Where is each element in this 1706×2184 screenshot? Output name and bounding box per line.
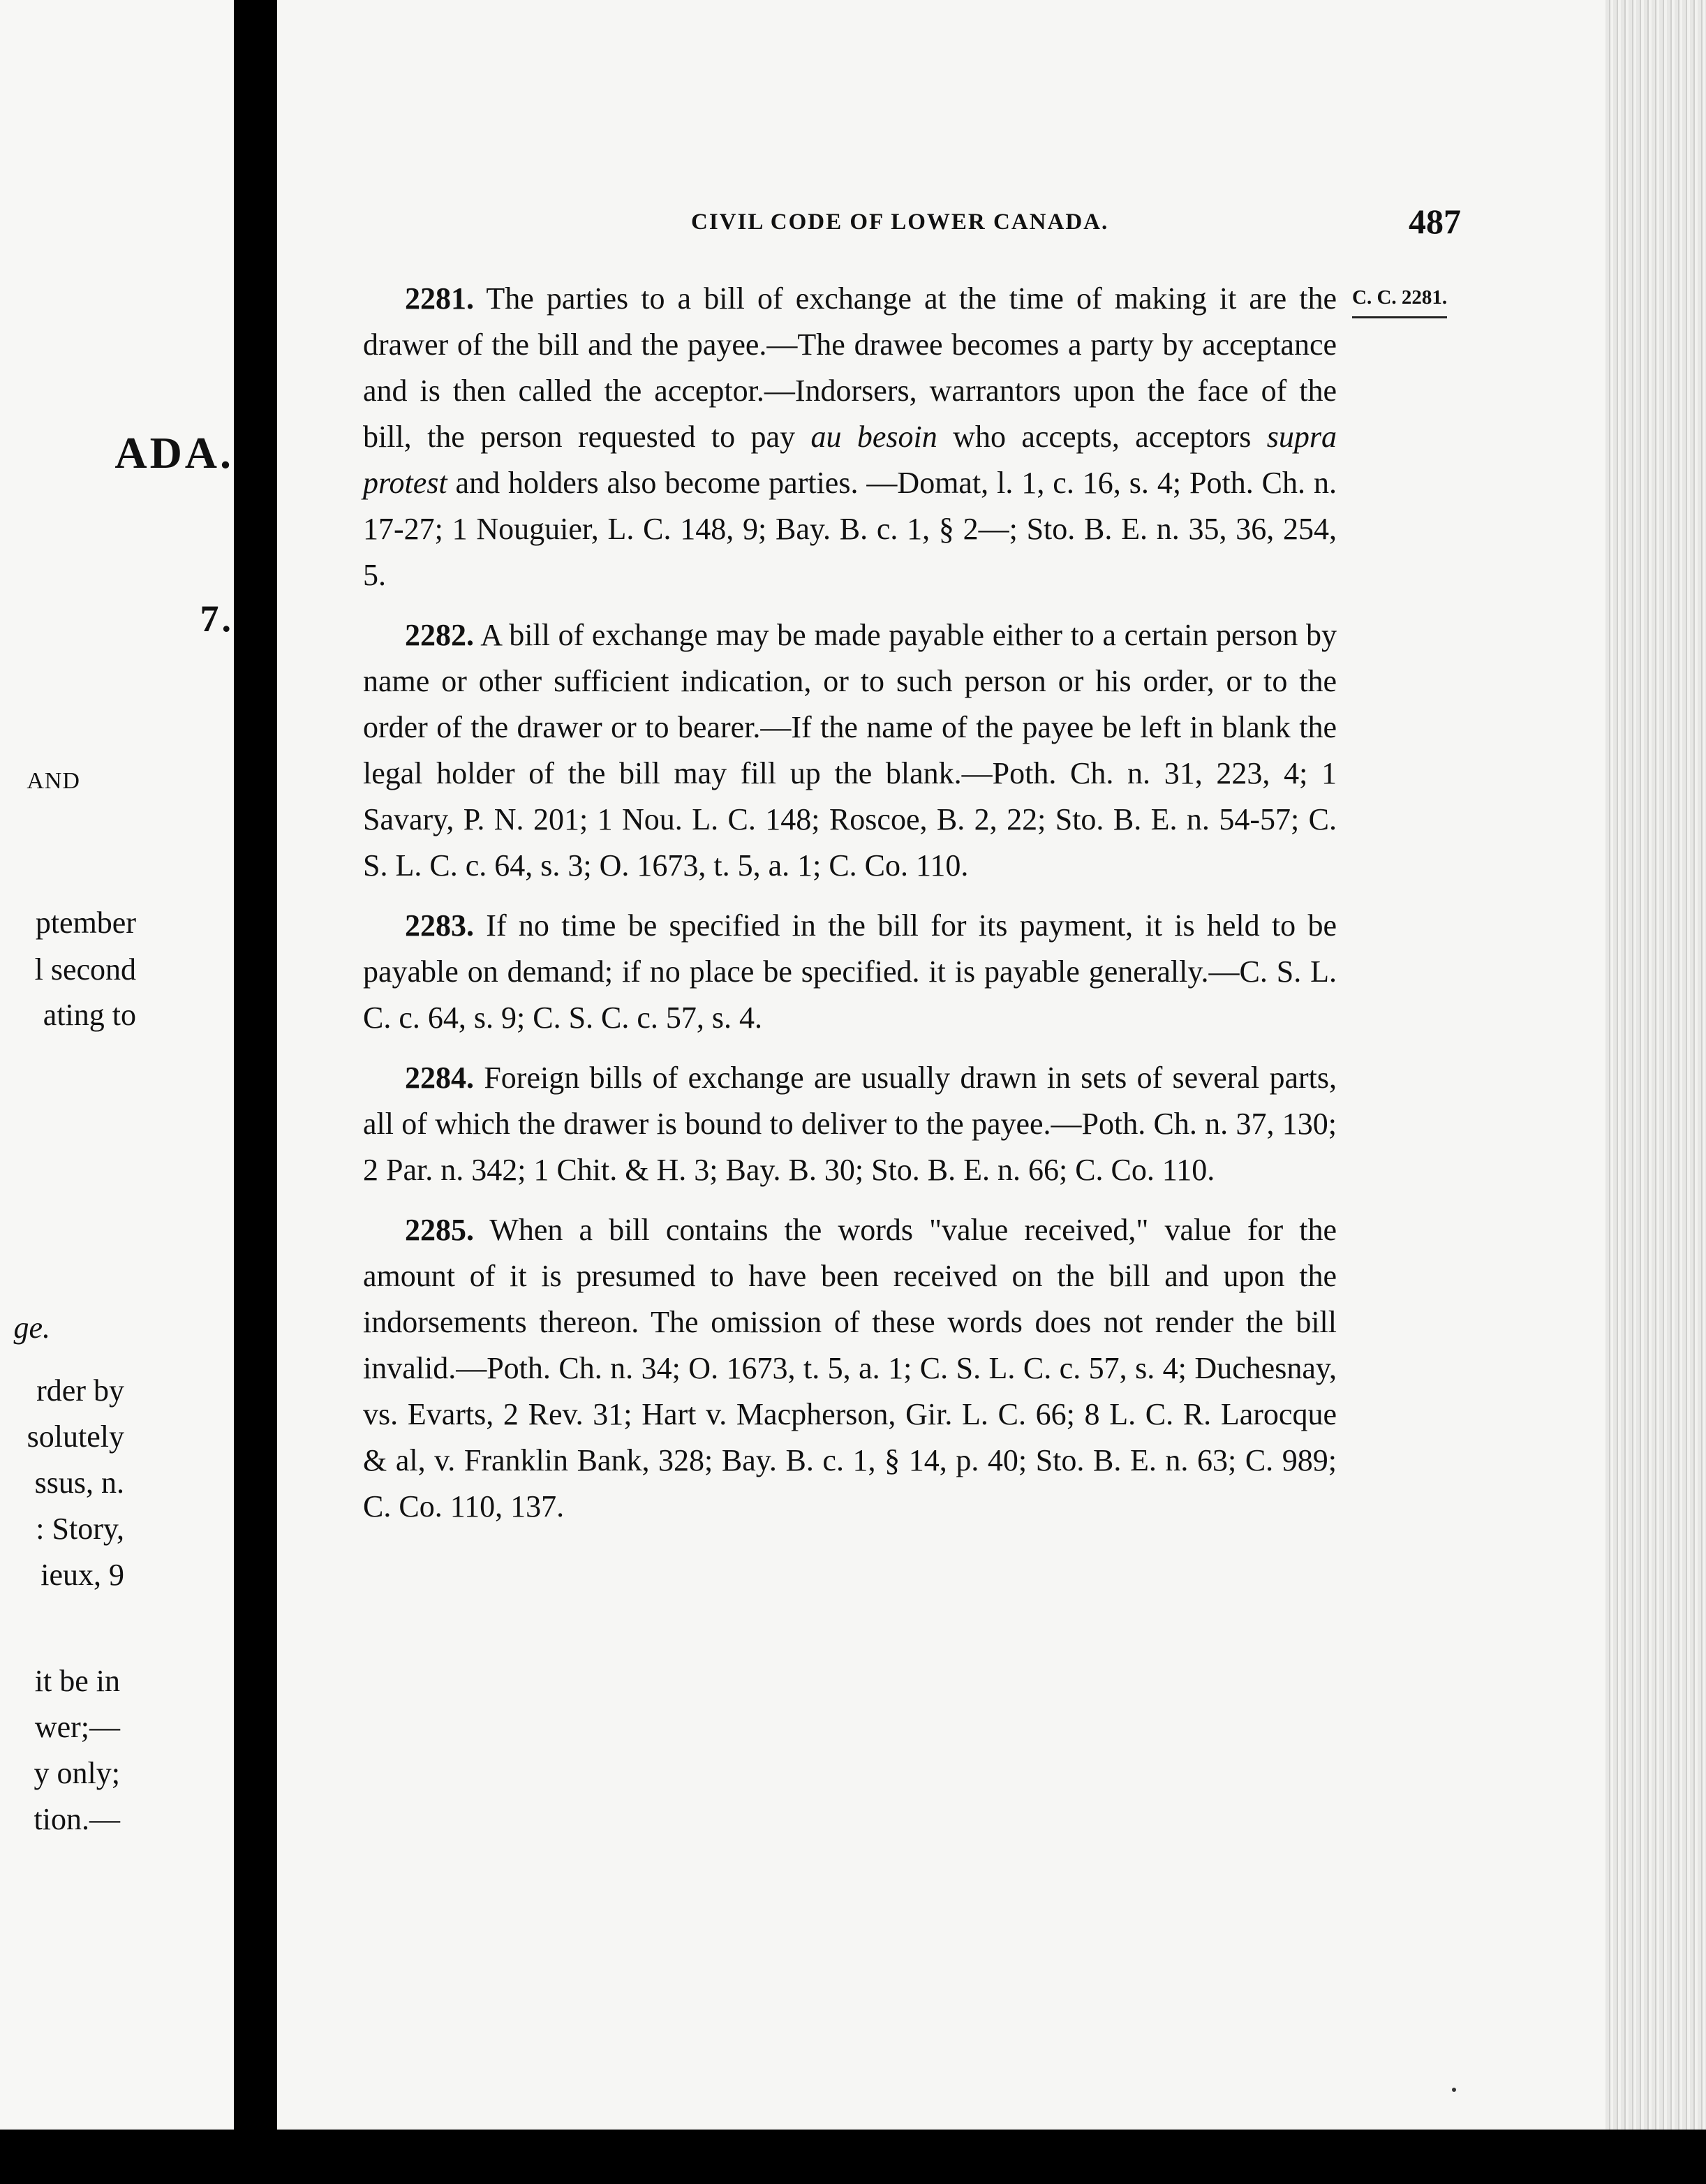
page-number: 487 (1409, 202, 1461, 241)
article-number: 2282. (405, 618, 474, 652)
article-number: 2283. (405, 908, 474, 943)
page-edges (1605, 0, 1706, 2184)
article-text: The parties to a bill of exchange at the time of making it are the drawer of the bill and the payee.—The drawee becomes a party by acceptance and is then called the acceptor.—Indorsers, warrantors upon the face of the bill, the person requested to pay (363, 281, 1337, 454)
left-fragment: : Story, (36, 1512, 124, 1546)
article-number: 2285. (405, 1213, 474, 1247)
left-fragment: ADA. (114, 428, 234, 478)
left-fragment: y only; (34, 1756, 120, 1790)
article-2284 (363, 1055, 1337, 1193)
left-fragment: ptember (35, 906, 136, 940)
running-title: CIVIL CODE OF LOWER CANADA. (691, 209, 1109, 235)
article-2283 (363, 903, 1337, 1041)
article-text: Foreign bills of exchange are usually drawn in sets of several parts, all of which the drawer is bound to deliver to the payee.—Poth. Ch. n. 37, 130; 2 Par. n. 342; 1 Chit. & H. 3; Bay. B. 30; Sto. B. E. n. 66; C. Co. 110. (363, 1061, 1337, 1187)
book-gutter (234, 0, 277, 2184)
article-italic: au besoin (810, 420, 937, 454)
article-italic: supra protest (363, 420, 1337, 500)
article-text: A bill of exchange may be made payable either to a certain person by name or other sufficient indication, or to such person or his order, or to the order of the drawer or to bearer.—If the name of the payee be left in blank the legal holder of the bill may fill up the blank.—Poth. Ch. n. 31, 223, 4; 1 Savary, P. N. 201; 1 Nou. L. C. 148; Roscoe, B. 2, 22; Sto. B. E. n. 54-57; C. S. L. C. c. 64, s. 3; O. 1673, t. 5, a. 1; C. Co. 110. (363, 618, 1337, 883)
left-fragment: ge. (13, 1311, 50, 1345)
left-fragment: ssus, n. (34, 1466, 124, 1500)
left-fragment: ieux, 9 (40, 1558, 124, 1592)
left-fragment: solutely (27, 1419, 124, 1454)
left-fragment: AND (27, 768, 80, 794)
article-2282 (363, 612, 1337, 889)
article-number: 2284. (405, 1061, 474, 1095)
body-text (363, 276, 1337, 1544)
article-text: and holders also become parties. —Domat, l. 1, c. 16, s. 4; Poth. Ch. n. 17-27; 1 Nouguier, L. C. 148, 9; Bay. B. c. 1, § 2—; Sto. B. E. n. 35, 36, 254, 5. (363, 466, 1337, 592)
article-text: When a bill contains the words "value received," value for the amount of it is presumed to have been received on the bill and upon the indorsements thereon. The omission of these words does not render the bill invalid.—Poth. Ch. n. 34; O. 1673, t. 5, a. 1; C. S. L. C. c. 57, s. 4; Duchesnay, vs. Evarts, 2 Rev. 31; Hart v. Macpherson, Gir. L. C. 66; 8 L. C. R. Larocque & al, v. Franklin Bank, 328; Bay. B. c. 1, § 14, p. 40; Sto. B. E. n. 63; C. 989; C. Co. 110, 137. (363, 1213, 1337, 1523)
article-2285 (363, 1207, 1337, 1530)
left-fragment: it be in (34, 1664, 120, 1698)
left-fragment: 7. (200, 598, 234, 640)
article-text: If no time be specified in the bill for its payment, it is held to be payable on demand; if no place be specified. it is payable generally.—C. S. L. C. c. 64, s. 9; C. S. C. c. 57, s. 4. (363, 908, 1337, 1035)
left-fragment: rder by (36, 1373, 124, 1408)
left-fragment: ating to (43, 998, 136, 1032)
left-fragment: l second (34, 952, 136, 987)
margin-note: C. C. 2281. (1352, 286, 1447, 318)
article-number: 2281. (405, 281, 474, 316)
scan-speck (1452, 2088, 1456, 2092)
article-text: who accepts, acceptors (937, 420, 1267, 454)
article-2281 (363, 276, 1337, 598)
left-fragment: wer;— (34, 1710, 120, 1744)
left-fragment: tion.— (34, 1802, 120, 1836)
left-page (0, 0, 234, 2184)
scan-border (0, 2130, 1706, 2184)
